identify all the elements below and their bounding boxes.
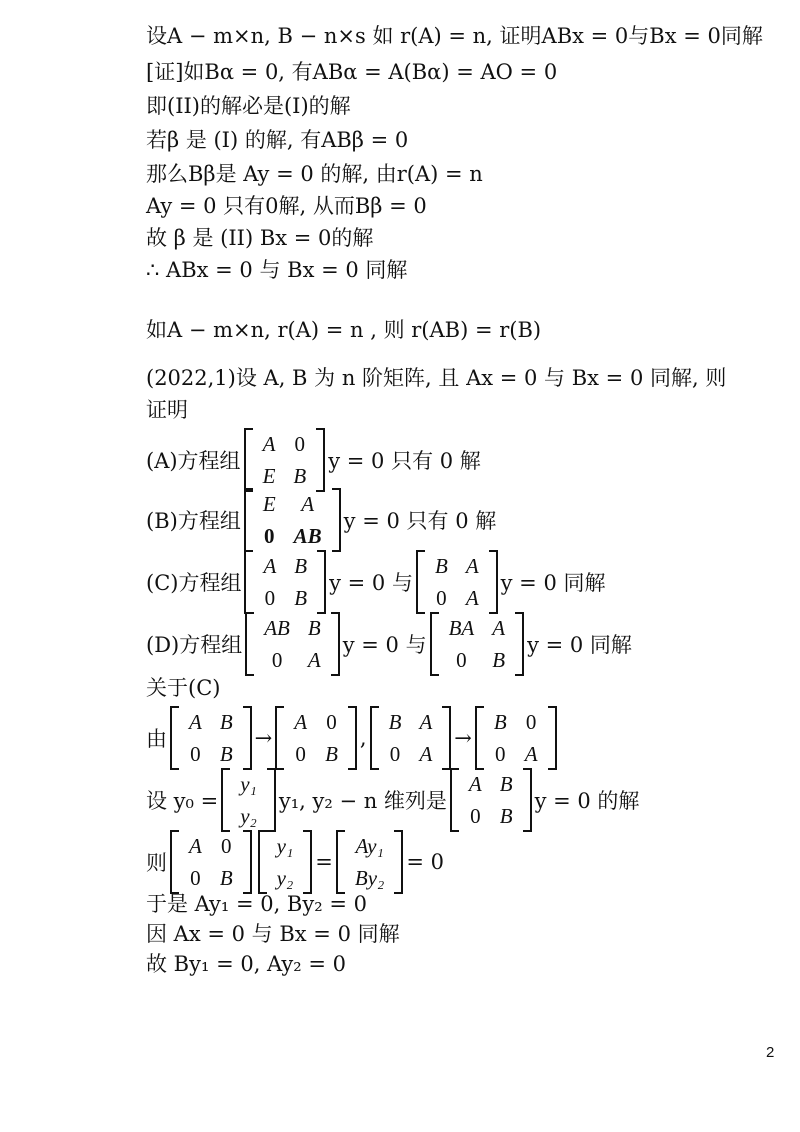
proof-line-4: 那么Bβ是 Ay = 0 的解, 由r(A) = n [146, 162, 483, 186]
exam-question-cont: 证明 [146, 398, 188, 422]
comma: , [359, 726, 367, 750]
matrix-cell: 0 [264, 586, 276, 610]
option-a-label: (A)方程组 [146, 449, 241, 473]
matrix-cell: 0 [525, 710, 537, 734]
conclusion-3: 故 By₁ = 0, Ay₂ = 0 [146, 952, 346, 976]
matrix-r1a [170, 706, 252, 770]
y0-definition: 设 y₀ = [146, 789, 219, 813]
option-a-tail: y = 0 只有 0 解 [328, 449, 481, 473]
matrix-cell: A [189, 710, 202, 734]
matrix-cell: 0 [326, 710, 337, 734]
matrix-cell: 0 [389, 742, 401, 766]
then-prefix: 则 [146, 851, 167, 875]
matrix-cell: E [262, 464, 276, 488]
option-d-tail: y = 0 同解 [527, 633, 632, 657]
about-c-heading: 关于(C) [146, 676, 221, 700]
solution-tail: y = 0 的解 [534, 789, 640, 813]
matrix-cell: 0 [220, 834, 232, 858]
matrix-cell: 0 [295, 742, 306, 766]
matrix-c-right [416, 550, 498, 614]
exam-question: (2022,1)设 A, B 为 n 阶矩阵, 且 Ax = 0 与 Bx = 0 同解, 则 [146, 366, 727, 390]
matrix-cell: A [294, 710, 308, 734]
proof-line-6: 故 β 是 (II) Bx = 0的解 [146, 226, 374, 250]
matrix-r2 [450, 768, 532, 832]
arrow-1: → [254, 726, 273, 750]
matrix-cell: A [419, 710, 433, 734]
matrix-r1b [275, 706, 357, 770]
vector-r3b [258, 830, 313, 894]
derivation-row-2 [146, 768, 639, 832]
matrix-cell: 0 [190, 742, 201, 766]
matrix-d-right [430, 612, 524, 676]
option-c [146, 550, 606, 614]
matrix-cell: AB [293, 524, 322, 548]
matrix-cell: E [262, 492, 276, 516]
option-b-label: (B)方程组 [146, 509, 241, 533]
matrix-cell: B [499, 804, 513, 828]
matrix-cell: A [263, 554, 277, 578]
matrix-cell: y₂ [240, 804, 257, 828]
matrix-cell: A [465, 586, 479, 610]
matrix-cell: y₁ [240, 772, 257, 796]
matrix-cell: 0 [190, 866, 201, 890]
matrix-cell: 0 [263, 524, 275, 548]
equals-zero: = 0 [406, 850, 444, 874]
matrix-cell: B [219, 710, 233, 734]
matrix-cell: 0 [294, 432, 306, 456]
arrow-2: → [454, 726, 472, 750]
proof-line-2: 即(II)的解必是(I)的解 [146, 94, 351, 118]
matrix-cell: A [419, 742, 433, 766]
matrix-cell: A [189, 834, 202, 858]
conclusion-2: 因 Ax = 0 与 Bx = 0 同解 [146, 922, 400, 946]
option-c-tail: y = 0 同解 [500, 571, 606, 595]
matrix-cell: y₂ [276, 866, 294, 890]
matrix-cell: B [219, 866, 233, 890]
matrix-b [244, 488, 341, 552]
matrix-cell: A [492, 616, 506, 640]
matrix-cell: 0 [470, 804, 481, 828]
page-number: 2 [766, 1044, 775, 1061]
matrix-cell: B [325, 742, 338, 766]
option-a [146, 428, 481, 492]
matrix-cell: y₁ [276, 834, 294, 858]
matrix-cell: B [388, 710, 402, 734]
conclusion-1: 于是 Ay₁ = 0, By₂ = 0 [146, 892, 367, 916]
derivation-row-1 [146, 706, 560, 770]
derivation-row-3 [146, 830, 444, 894]
option-b [146, 488, 496, 552]
matrix-cell: 0 [436, 586, 447, 610]
matrix-cell: 0 [271, 648, 283, 672]
matrix-cell: B [219, 742, 233, 766]
matrix-cell: AB [264, 616, 290, 640]
matrix-cell: A [262, 432, 276, 456]
vector-y0 [221, 768, 276, 832]
matrix-r1d [475, 706, 557, 770]
matrix-r3a [170, 830, 252, 894]
matrix-cell: By₂ [354, 866, 385, 890]
y-description: y₁, y₂ − n 维列是 [278, 789, 447, 813]
equals-sign: = [315, 850, 333, 874]
matrix-d-left [245, 612, 339, 676]
matrix-cell: A [524, 742, 538, 766]
proof-conclusion: ∴ ABx = 0 与 Bx = 0 同解 [146, 258, 408, 282]
option-d-label: (D)方程组 [146, 633, 243, 657]
problem-statement: 设A − m×n, B − n×s 如 r(A) = n, 证明ABx = 0与Bx = 0同解 [146, 24, 763, 48]
proof-line-5: Ay = 0 只有0解, 从而Bβ = 0 [146, 194, 427, 218]
option-d [146, 612, 632, 676]
derivation-prefix: 由 [146, 727, 167, 751]
matrix-cell: B [499, 772, 513, 796]
matrix-cell: B [492, 648, 506, 672]
proof-line-3: 若β 是 (I) 的解, 有ABβ = 0 [146, 128, 409, 152]
matrix-cell: BA [448, 616, 475, 640]
proof-line-1: [证]如Bα = 0, 有ABα = A(Bα) = AO = 0 [146, 60, 558, 84]
matrix-cell: B [294, 554, 308, 578]
option-c-mid: y = 0 与 [329, 571, 413, 595]
option-c-label: (C)方程组 [146, 571, 242, 595]
matrix-cell: B [493, 710, 507, 734]
matrix-cell: B [434, 554, 448, 578]
matrix-cell: A [468, 772, 482, 796]
matrix-cell: B [293, 464, 307, 488]
rank-corollary: 如A − m×n, r(A) = n , 则 r(AB) = r(B) [146, 318, 542, 342]
vector-r3c [336, 830, 403, 894]
matrix-r1c [370, 706, 452, 770]
matrix-c-left [244, 550, 326, 614]
matrix-cell: B [294, 586, 308, 610]
matrix-cell: 0 [456, 648, 467, 672]
matrix-cell: A [307, 648, 321, 672]
matrix-cell: Ay₁ [355, 834, 384, 858]
matrix-a [244, 428, 326, 492]
matrix-cell: 0 [495, 742, 506, 766]
option-b-tail: y = 0 只有 0 解 [343, 509, 497, 533]
matrix-cell: A [465, 554, 479, 578]
matrix-cell: B [307, 616, 321, 640]
matrix-cell: A [301, 492, 315, 516]
option-d-mid: y = 0 与 [342, 633, 427, 657]
